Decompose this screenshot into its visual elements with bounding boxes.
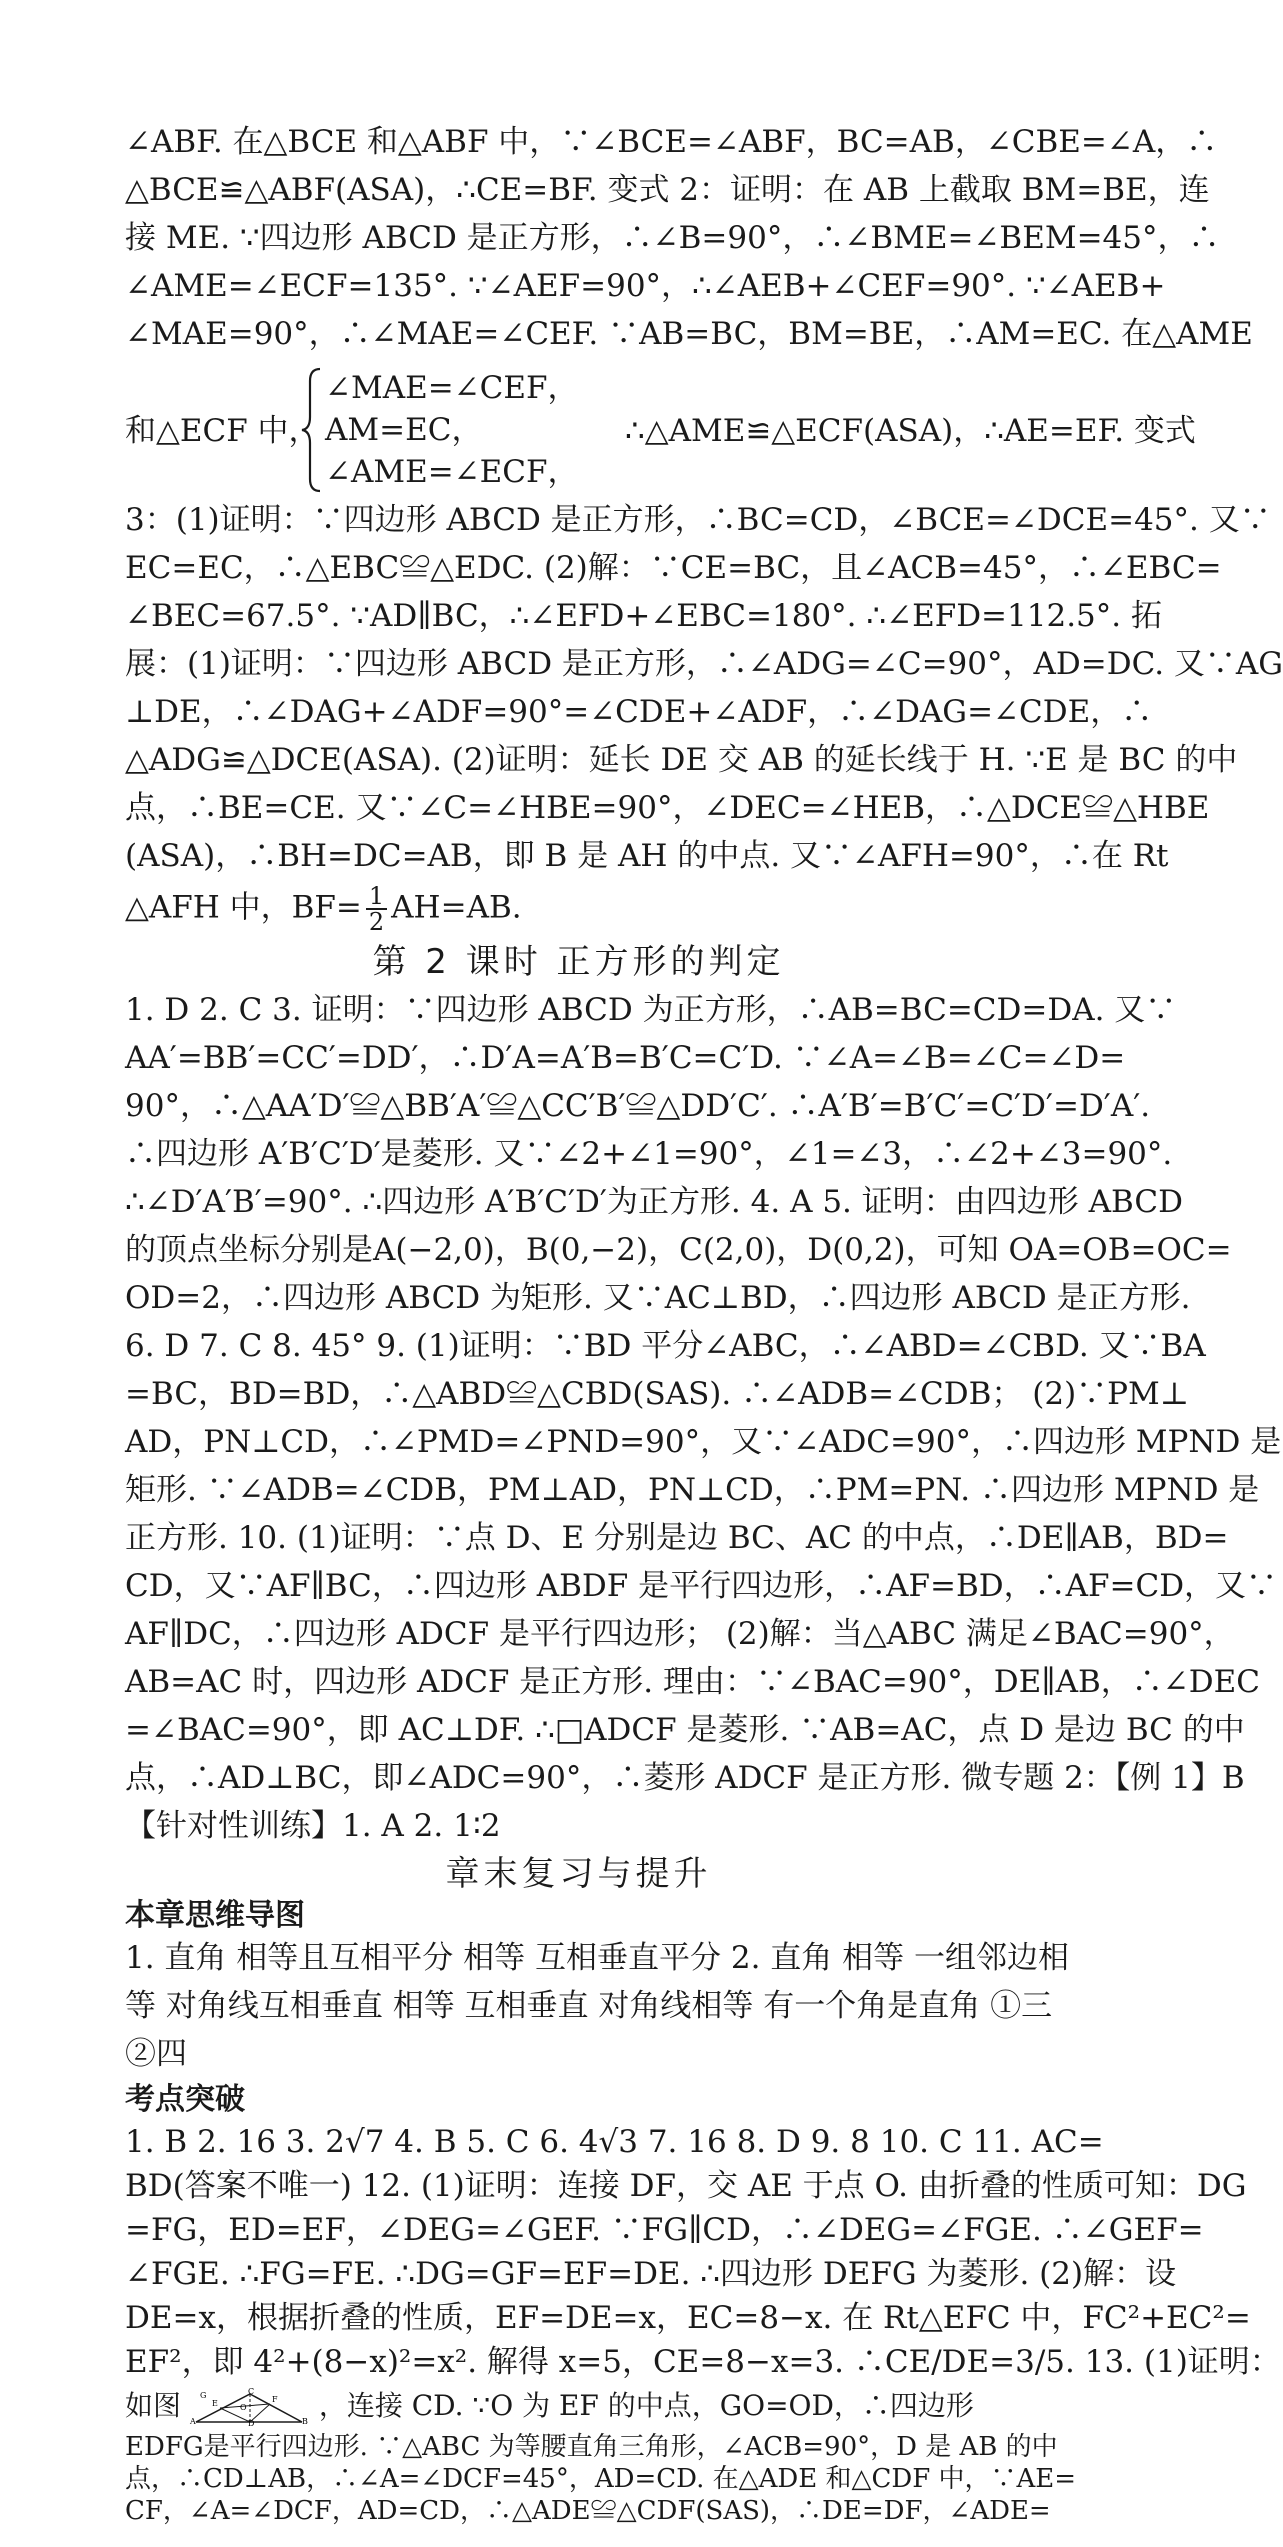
text-line: △ADG≌△DCE(ASA). (2)证明：延长 DE 交 AB 的延长线于 H. ∵E 是 BC 的中	[125, 742, 1238, 778]
section-title: 章末复习与提升	[445, 1854, 712, 1894]
text-line: OD=2，∴四边形 ABCD 为矩形. 又∵AC⊥BD，∴四边形 ABCD 是正方形.	[125, 1280, 1191, 1316]
text-line: EDFG是平行四边形. ∵△ABC 为等腰直角三角形，∠ACB=90°，D 是 AB 的中	[125, 2432, 1058, 2462]
text-line: 点，∴CD⊥AB，∴∠A=∠DCF=45°，AD=CD. 在△ADE 和△CDF 中，∵AE=	[125, 2464, 1077, 2494]
text-line: 1. D 2. C 3. 证明：∵四边形 ABCD 为正方形，∴AB=BC=CD=DA. 又∵	[125, 992, 1177, 1028]
figure-label: G	[199, 2390, 207, 2400]
text-line: ∠FGE. ∴FG=FE. ∴DG=GF=EF=DE. ∴四边形 DEFG 为菱形. (2)解：设	[125, 2256, 1177, 2292]
section-title: 第 2 课时 正方形的判定	[372, 942, 785, 982]
text-line: 3：(1)证明：∵四边形 ABCD 是正方形，∴BC=CD，∠BCE=∠DCE=45°. 又∵	[125, 502, 1271, 538]
text-line: 1. B 2. 16 3. 2√7 4. B 5. C 6. 4√3 7. 16 8. D 9. 8 10. C 11. AC=	[125, 2124, 1104, 2160]
text-line: EF²，即 4²+(8−x)²=x². 解得 x=5，CE=8−x=3. ∴CE/DE=3/5. 13. (1)证明：	[125, 2344, 1281, 2380]
text-line: CF，∠A=∠DCF，AD=CD，∴△ADE≌△CDF(SAS)，∴DE=DF，∠ADE=	[125, 2496, 1051, 2526]
figure-label: F	[271, 2394, 278, 2404]
left-brace-icon	[300, 367, 324, 493]
text-line: 【针对性训练】1. A 2. 1∶2	[125, 1808, 501, 1844]
text-line: 6. D 7. C 8. 45° 9. (1)证明：∵BD 平分∠ABC，∴∠ABD=∠CBD. 又∵BA	[125, 1328, 1206, 1364]
figure-label: O	[239, 2402, 247, 2412]
text-line: 矩形. ∵∠ADB=∠CDB，PM⊥AD，PN⊥CD，∴PM=PN. ∴四边形 MPND 是	[125, 1472, 1260, 1508]
text-line: DE=x，根据折叠的性质，EF=DE=x，EC=8−x. 在 Rt△EFC 中，FC²+EC²=	[125, 2300, 1251, 2336]
figure-label: C	[247, 2386, 255, 2396]
figure-label: E	[211, 2398, 218, 2408]
fraction-line	[125, 884, 522, 934]
text-line: CD，又∵AF∥BC，∴四边形 ABDF 是平行四边形，∴AF=BD，∴AF=CD，又∵	[125, 1568, 1278, 1604]
brace-lead: 和△ECF 中，	[125, 413, 320, 449]
text-line: 接 ME. ∵四边形 ABCD 是正方形，∴∠B=90°，∴∠BME=∠BEM=45°，∴	[125, 220, 1220, 256]
text-line: 点，∴AD⊥BC，即∠ADC=90°，∴菱形 ADCF 是正方形. 微专题 2：【例 1】B	[125, 1760, 1245, 1796]
text-line: ∴∠D′A′B′=90°. ∴四边形 A′B′C′D′为正方形. 4. A 5. 证明：由四边形 ABCD	[125, 1184, 1183, 1220]
figure-line	[125, 2386, 1085, 2426]
text-line: AA′=BB′=CC′=DD′，∴D′A=A′B=B′C=C′D. ∵∠A=∠B=∠C=∠D=	[125, 1040, 1126, 1076]
text-line: AD，PN⊥CD，∴∠PMD=∠PND=90°，又∵∠ADC=90°，∴四边形 MPND 是	[125, 1424, 1282, 1460]
text-line: ∠AME=∠ECF=135°. ∵∠AEF=90°，∴∠AEB+∠CEF=90°. ∵∠AEB+	[125, 268, 1166, 304]
text-line: ∴四边形 A′B′C′D′是菱形. 又∵∠2+∠1=90°，∠1=∠3，∴∠2+∠3=90°.	[125, 1136, 1173, 1172]
subheading: 本章思维导图	[125, 1898, 305, 1933]
text-line: AB=AC 时，四边形 ADCF 是正方形. 理由：∵∠BAC=90°，DE∥AB，∴∠DEC	[125, 1664, 1260, 1700]
text-line: =BC，BD=BD，∴△ABD≌△CBD(SAS). ∴∠ADB=∠CDB； (2)∵PM⊥	[125, 1376, 1189, 1412]
figure-label: A	[189, 2416, 196, 2426]
text-line: AF∥DC，∴四边形 ADCF 是平行四边形； (2)解：当△ABC 满足∠BAC=90°，	[125, 1616, 1235, 1652]
subheading: 考点突破	[125, 2082, 245, 2117]
text-line: ∠MAE=90°，∴∠MAE=∠CEF. ∵AB=BC，BM=BE，∴AM=EC. 在△AME	[125, 316, 1253, 352]
brace-tail: ∴△AME≌△ECF(ASA)，∴AE=EF. 变式	[625, 413, 1196, 449]
text-line: △BCE≌△ABF(ASA)，∴CE=BF. 变式 2：证明：在 AB 上截取 BM=BE，连	[125, 172, 1210, 208]
text-line: BD(答案不唯一) 12. (1)证明：连接 DF，交 AE 于点 O. 由折叠的性质可知：DG	[125, 2168, 1247, 2204]
fraction-after: AH=AB.	[391, 889, 522, 926]
text-line: 1. 直角 相等且互相平分 相等 互相垂直平分 2. 直角 相等 一组邻边相	[125, 1940, 1069, 1976]
text-line: =FG，ED=EF，∠DEG=∠GEF. ∵FG∥CD，∴∠DEG=∠FGE. ∴∠GEF=	[125, 2212, 1204, 2248]
text-line: ⊥DE，∴∠DAG+∠ADF=90°=∠CDE+∠ADF，∴∠DAG=∠CDE，∴	[125, 694, 1153, 730]
figure-label: D	[247, 2418, 255, 2428]
text-line: 正方形. 10. (1)证明：∵点 D、E 分别是边 BC、AC 的中点，∴DE∥AB，BD=	[125, 1520, 1229, 1556]
fraction	[366, 884, 387, 934]
brace-item: AM=EC，	[325, 412, 483, 448]
text-line: ∠BEC=67.5°. ∵AD∥BC，∴∠EFD+∠EBC=180°. ∴∠EFD=112.5°. 拓	[125, 598, 1162, 634]
brace-items	[325, 367, 579, 493]
fraction-numerator: 1	[366, 884, 387, 910]
text-line: =∠BAC=90°，即 AC⊥DF. ∴□ADCF 是菱形. ∵AB=AC，点 D 是边 BC 的中	[125, 1712, 1245, 1748]
text-line: 等 对角线互相垂直 相等 互相垂直 对角线相等 有一个角是直角 ①三	[125, 1988, 1053, 2024]
text-line: EC=EC，∴△EBC≌△EDC. (2)解：∵CE=BC，且∠ACB=45°，∴∠EBC=	[125, 550, 1222, 586]
text-line: 的顶点坐标分别是A(−2,0)，B(0,−2)，C(2,0)，D(0,2)，可知 OA=OB=OC=	[125, 1232, 1232, 1268]
fraction-before: △AFH 中，BF=	[125, 889, 362, 926]
figure-line-after: ，连接 CD. ∵O 为 EF 的中点，GO=OD，∴四边形	[318, 2389, 974, 2422]
text-line: ∠ABF. 在△BCE 和△ABF 中，∵∠BCE=∠ABF，BC=AB，∠CBE=∠A，∴	[125, 124, 1218, 160]
brace-system	[125, 367, 1196, 493]
text-line: 展：(1)证明：∵四边形 ABCD 是正方形，∴∠ADG=∠C=90°，AD=DC. 又∵AG	[125, 646, 1283, 682]
geometry-figure	[189, 2386, 310, 2428]
figure-label: B	[301, 2416, 308, 2426]
text-line: ②四	[125, 2036, 187, 2072]
figure-line-before: 如图	[125, 2389, 182, 2422]
text-line: 点，∴BE=CE. 又∵∠C=∠HBE=90°，∠DEC=∠HEB，∴△DCE≌△HBE	[125, 790, 1210, 826]
brace-item: ∠MAE=∠CEF，	[325, 370, 579, 406]
text-line: (ASA)，∴BH=DC=AB，即 B 是 AH 的中点. 又∵∠AFH=90°，∴在 Rt	[125, 838, 1169, 874]
brace-item: ∠AME=∠ECF，	[325, 454, 579, 490]
text-line: 90°，∴△AA′D′≌△BB′A′≌△CC′B′≌△DD′C′. ∴A′B′=B′C′=C′D′=D′A′.	[125, 1088, 1151, 1124]
fraction-denominator: 2	[368, 908, 385, 936]
